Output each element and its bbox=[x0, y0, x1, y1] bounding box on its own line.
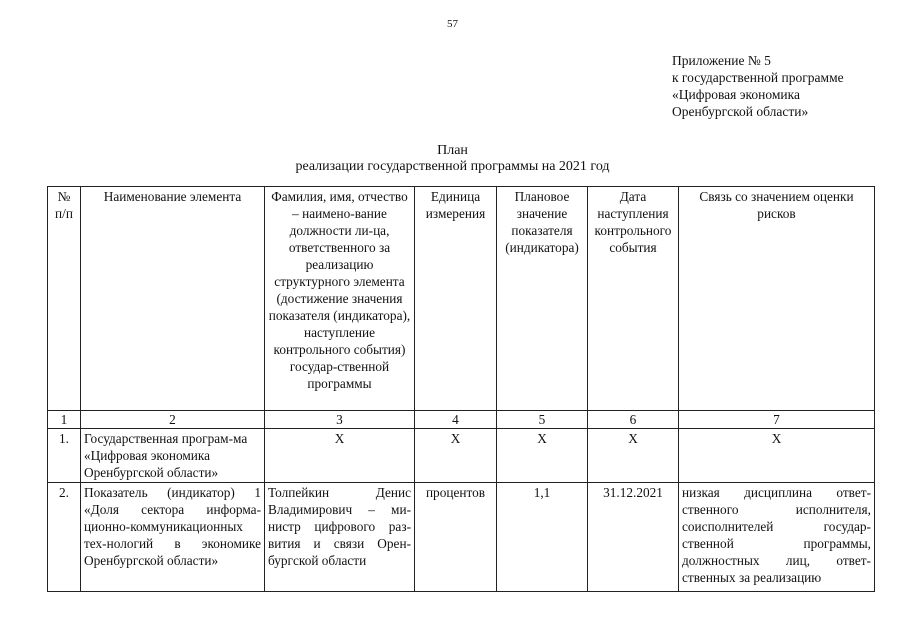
responsible-cell bbox=[265, 483, 415, 592]
element-name bbox=[81, 483, 265, 592]
risk-cell: Х bbox=[679, 429, 875, 483]
date-cell: 31.12.2021 bbox=[588, 483, 679, 592]
column-number: 2 bbox=[81, 411, 265, 429]
column-number-row bbox=[48, 411, 875, 429]
header-cell-date: Дата наступления контрольного события bbox=[588, 187, 679, 411]
risk-cell bbox=[679, 483, 875, 592]
unit-cell: Х bbox=[415, 429, 497, 483]
table-row bbox=[48, 483, 875, 592]
column-number: 5 bbox=[497, 411, 588, 429]
responsible-cell: Х bbox=[265, 429, 415, 483]
column-number: 1 bbox=[48, 411, 81, 429]
planned-value-cell: 1,1 bbox=[497, 483, 588, 592]
appendix-line: к государственной программе bbox=[672, 70, 844, 85]
header-cell-responsible: Фамилия, имя, отчество – наимено-вание должности ли-ца, ответственного за реализацию структурного элемента (достижение значения показателя (индикатора), наступление контрольного события) государ-ственной программы bbox=[265, 187, 415, 411]
header-cell-no: № п/п bbox=[48, 187, 81, 411]
column-number: 7 bbox=[679, 411, 875, 429]
page-number: 57 bbox=[447, 18, 458, 30]
document-subtitle: реализации государственной программы на 2021 год bbox=[295, 159, 610, 174]
header-cell-name: Наименование элемента bbox=[81, 187, 265, 411]
unit-cell: процентов bbox=[415, 483, 497, 592]
plan-table bbox=[47, 186, 875, 592]
row-number: 2. bbox=[48, 483, 81, 592]
column-number: 3 bbox=[265, 411, 415, 429]
header-cell-risk: Связь со значением оценки рисков bbox=[679, 187, 875, 411]
row-number: 1. bbox=[48, 429, 81, 483]
table-row bbox=[48, 429, 875, 483]
date-cell: Х bbox=[588, 429, 679, 483]
appendix-line: «Цифровая экономика bbox=[672, 87, 800, 102]
header-cell-unit: Единица измерения bbox=[415, 187, 497, 411]
appendix-line: Приложение № 5 bbox=[672, 53, 771, 68]
header-cell-planned: Плановое значение показателя (индикатора) bbox=[497, 187, 588, 411]
appendix-block bbox=[672, 52, 844, 120]
element-name: Государственная програм-ма «Цифровая экономика Оренбургской области» bbox=[81, 429, 265, 483]
document-title: План bbox=[437, 143, 468, 158]
element-name-text: Показатель (индикатор) 1 «Доля сектора информа-ционно-коммуникационных тех-нологий в экономике Оренбургской области» bbox=[84, 485, 261, 568]
appendix-line: Оренбургской области» bbox=[672, 104, 809, 119]
risk-text: низкая дисциплина ответ-ственного исполнителя, соисполнителей государ-ственной программы, должностных лиц, ответ-ственных за реализацию bbox=[682, 485, 871, 585]
planned-value-cell: Х bbox=[497, 429, 588, 483]
responsible-text: Толпейкин Денис Владимирович – ми-нистр цифрового раз-вития и связи Орен-бургской области bbox=[268, 485, 411, 568]
column-number: 6 bbox=[588, 411, 679, 429]
table-header-row bbox=[48, 187, 875, 411]
column-number: 4 bbox=[415, 411, 497, 429]
